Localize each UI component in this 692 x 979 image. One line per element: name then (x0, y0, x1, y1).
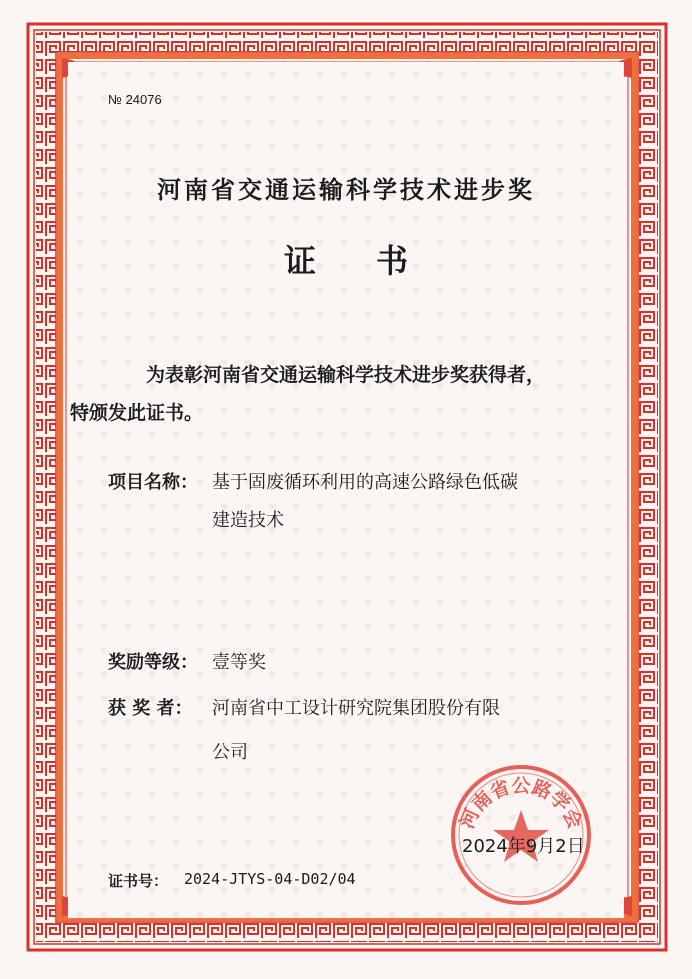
serial-number: 24076 (125, 92, 162, 107)
project-name-line-2: 建造技术 (212, 510, 284, 531)
level-label: 奖励等级： (108, 652, 198, 673)
winner-line-2: 公司 (212, 742, 248, 763)
certificate-serial (108, 92, 162, 107)
certificate-number-value: 2024-JTYS-04-D02/04 (184, 870, 356, 888)
project-name-line-1: 基于固废循环利用的高速公路绿色低碳 (212, 472, 518, 493)
winner-line-1: 河南省中工设计研究院集团股份有限 (212, 698, 500, 719)
level-value: 壹等奖 (212, 652, 266, 673)
serial-prefix: № (108, 92, 122, 107)
project-label: 项目名称： (108, 472, 198, 493)
statement (70, 356, 588, 432)
award-title: 河南省交通运输科学技术进步奖 (157, 176, 535, 204)
statement-line-1: 为表彰河南省交通运输科学技术进步奖获得者， (146, 364, 546, 386)
certificate-heading: 证书 (283, 242, 468, 280)
seal-text: 河南省公路学会 (456, 775, 586, 833)
certificate-number-label: 证书号： (108, 872, 169, 890)
statement-line-2: 特颁发此证书。 (70, 402, 204, 424)
winner-label: 获 奖 者： (108, 698, 193, 719)
issue-date: 2024年9月2日 (462, 836, 585, 857)
